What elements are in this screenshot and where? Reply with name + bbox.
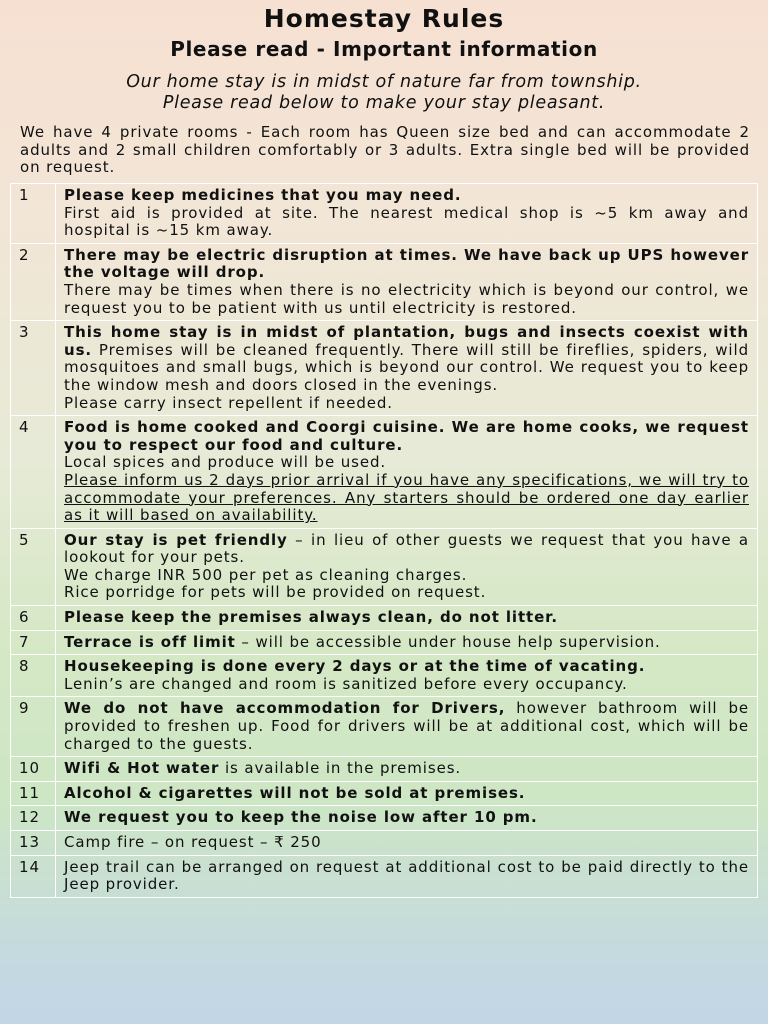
rule-heading: Food is home cooked and Coorgi cuisine. We are home cooks, we request you to respect our food and culture. xyxy=(64,418,749,454)
table-row xyxy=(11,655,758,697)
rule-number: 1 xyxy=(11,184,56,244)
rule-text xyxy=(56,831,758,856)
rule-heading: Housekeeping is done every 2 days or at the time of vacating. xyxy=(64,657,646,676)
table-row xyxy=(11,831,758,856)
table-row xyxy=(11,781,758,806)
rule-text xyxy=(56,806,758,831)
rule-body: is available in the premises. xyxy=(224,759,462,778)
rule-text xyxy=(56,606,758,631)
table-row xyxy=(11,855,758,897)
rule-number: 4 xyxy=(11,416,56,529)
table-row xyxy=(11,630,758,655)
intro-line-2: Please read below to make your stay pleasant. xyxy=(162,93,606,113)
rule-heading: This home stay is in midst of plantation, bugs and insects coexist with us. xyxy=(64,323,749,359)
rule-body: Jeep trail can be arranged on request at additional cost to be paid directly to the Jeep provider. xyxy=(64,857,749,894)
table-row xyxy=(11,697,758,757)
page-subtitle: Please read - Important information xyxy=(170,37,598,61)
rule-text xyxy=(56,184,758,244)
rule-body: First aid is provided at site. The nearest medical shop is ~5 km away and hospital is ~15 km away. xyxy=(64,203,749,240)
rule-number: 7 xyxy=(11,630,56,655)
rule-heading: Our stay is pet friendly xyxy=(64,530,288,549)
table-row xyxy=(11,606,758,631)
rule-text xyxy=(56,630,758,655)
rule-body: Local spices and produce will be used. xyxy=(64,453,387,472)
table-row xyxy=(11,321,758,416)
rule-text xyxy=(56,781,758,806)
rule-body-3: Rice porridge for pets will be provided on request. xyxy=(64,583,487,602)
rule-body: Premises will be cleaned frequently. There will still be fireflies, spiders, wild mosquitoes and small bugs, which is beyond our control. We request you to keep the window mesh and doors closed in the evenings. xyxy=(64,340,749,394)
rule-heading: Please keep the premises always clean, do not litter. xyxy=(64,608,558,627)
table-row xyxy=(11,184,758,244)
table-row xyxy=(11,528,758,605)
rule-number: 8 xyxy=(11,655,56,697)
intro-text xyxy=(0,72,768,114)
rule-body-2: Please carry insect repellent if needed. xyxy=(64,393,393,412)
rule-text xyxy=(56,697,758,757)
rule-text xyxy=(56,757,758,782)
rule-number: 5 xyxy=(11,528,56,605)
rule-number: 13 xyxy=(11,831,56,856)
rule-body: however bathroom will be provided to freshen up. Food for drivers will be at additional cost, which will be charged to the guests. xyxy=(64,699,749,753)
rule-heading: Alcohol & cigarettes will not be sold at premises. xyxy=(64,783,526,802)
table-row xyxy=(11,806,758,831)
rule-number: 10 xyxy=(11,757,56,782)
rule-number: 9 xyxy=(11,697,56,757)
rule-text xyxy=(56,321,758,416)
rule-text xyxy=(56,655,758,697)
table-row xyxy=(11,243,758,320)
rule-number: 2 xyxy=(11,243,56,320)
rule-body: Camp fire – on request – ₹ 250 xyxy=(64,833,322,851)
rule-underlined-note: Please inform us 2 days prior arrival if you have any specifications, we will try to accommodate your preferences. Any starters should be ordered one day earlier as it will based on availability. xyxy=(64,470,749,525)
rule-text xyxy=(56,528,758,605)
rule-body: – in lieu of other guests we request that you have a lookout for your pets. xyxy=(64,530,750,567)
rule-number: 6 xyxy=(11,606,56,631)
rule-body: There may be times when there is no electricity which is beyond our control, we request you to be patient with us until electricity is restored. xyxy=(64,280,749,317)
rule-number: 3 xyxy=(11,321,56,416)
rules-table xyxy=(10,183,758,898)
table-row xyxy=(11,757,758,782)
table-row xyxy=(11,416,758,529)
rule-heading: We do not have accommodation for Drivers, xyxy=(64,699,506,718)
rule-number: 14 xyxy=(11,855,56,897)
rule-text xyxy=(56,855,758,897)
rule-heading: Please keep medicines that you may need. xyxy=(64,186,462,204)
rule-body: Lenin’s are changed and room is sanitized before every occupancy. xyxy=(64,674,628,693)
intro-line-1: Our home stay is in midst of nature far from township. xyxy=(126,72,642,92)
rule-heading: Terrace is off limit xyxy=(64,632,236,651)
rule-heading: There may be electric disruption at times. We have back up UPS however the voltage will drop. xyxy=(64,245,749,282)
rule-number: 11 xyxy=(11,781,56,806)
rule-body: – will be accessible under house help supervision. xyxy=(241,632,661,651)
rule-body-2: We charge INR 500 per pet as cleaning charges. xyxy=(64,565,468,584)
rule-text xyxy=(56,416,758,529)
rule-heading: Wifi & Hot water xyxy=(64,759,220,778)
page-title: Homestay Rules xyxy=(263,4,505,33)
rooms-description: We have 4 private rooms - Each room has Queen size bed and can accommodate 2 adults and 2 small children comfortably or 3 adults. Extra single bed will be provided on request. xyxy=(20,123,750,177)
rule-heading: We request you to keep the noise low after 10 pm. xyxy=(64,808,538,827)
rule-number: 12 xyxy=(11,806,56,831)
rule-text xyxy=(56,243,758,320)
